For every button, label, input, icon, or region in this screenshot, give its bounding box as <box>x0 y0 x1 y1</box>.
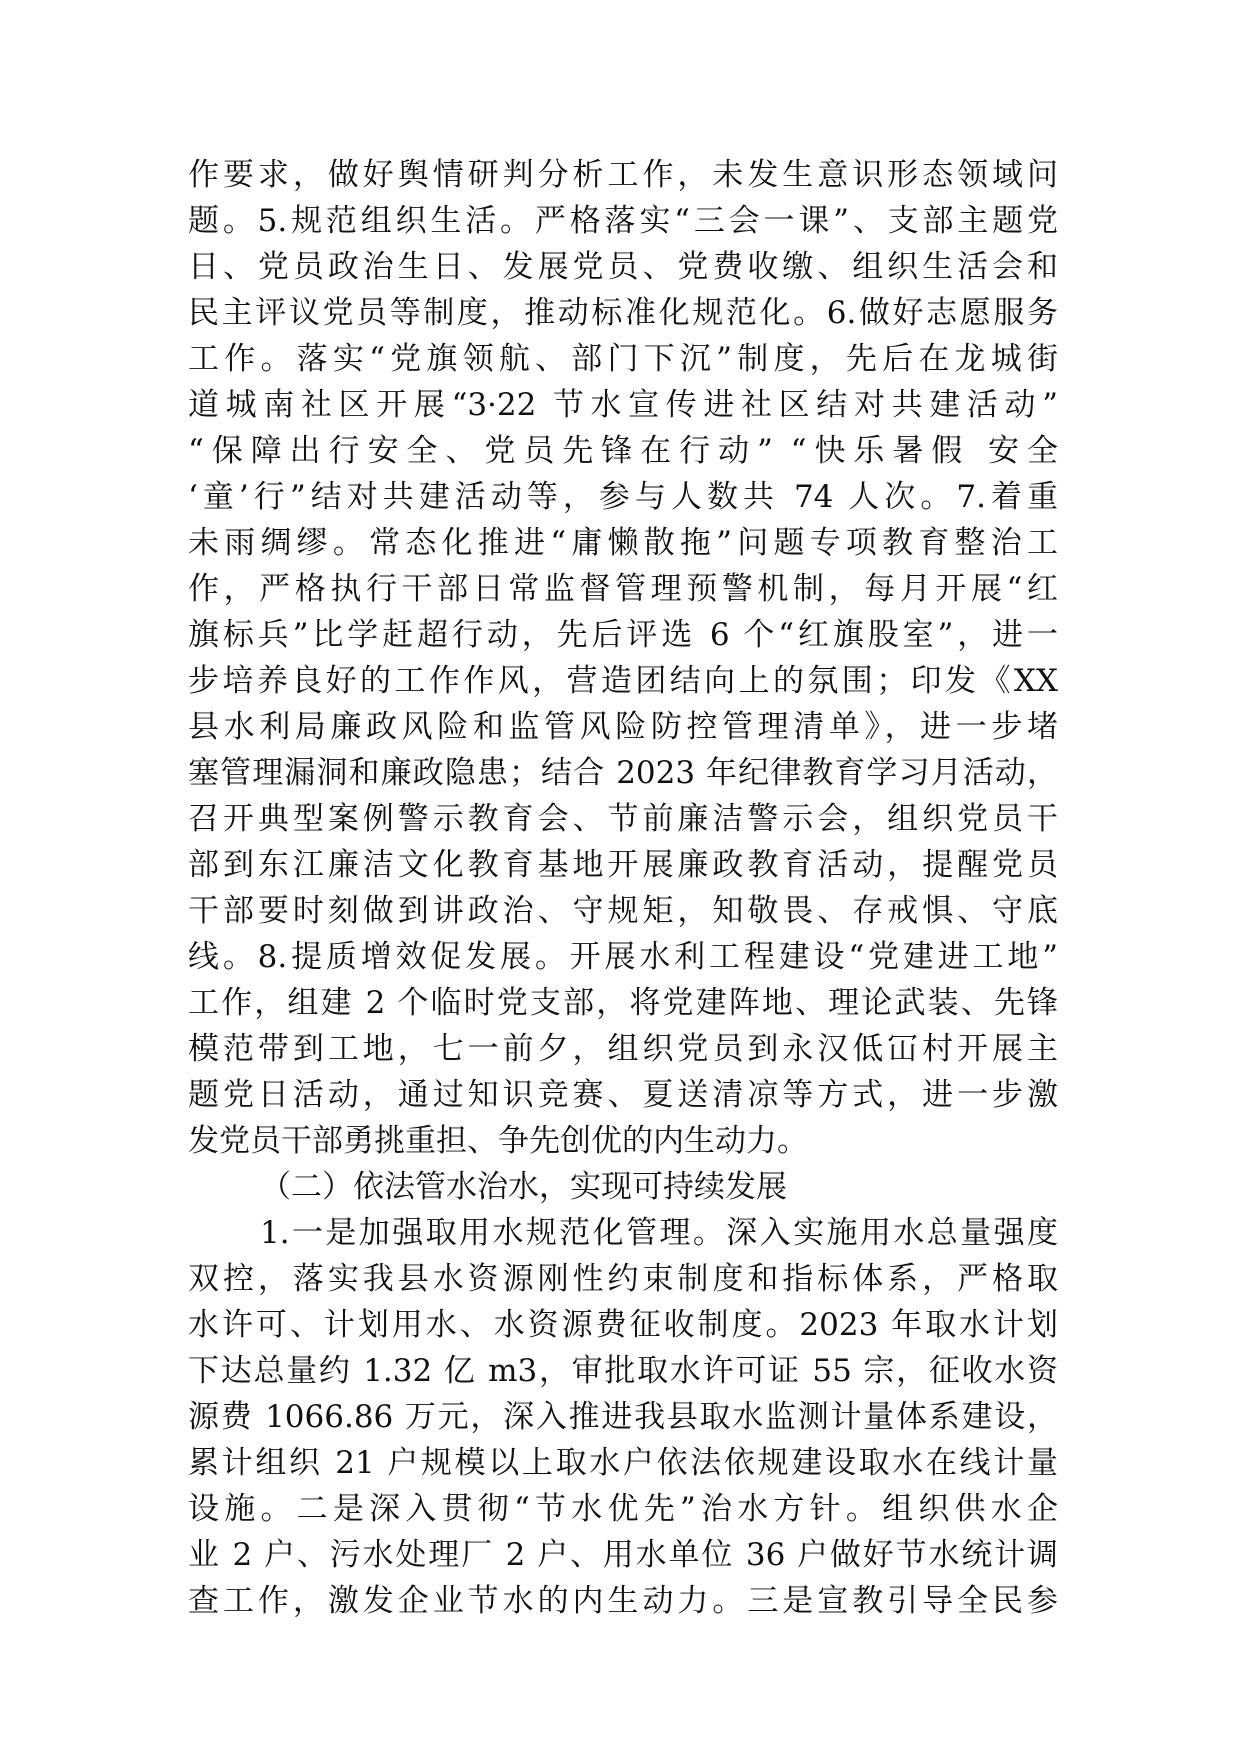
paragraph-line: 县水利局廉政风险和监管风险防控管理清单》，进一步堵 <box>188 709 1058 745</box>
paragraph-line: 作要求，做好舆情研判分析工作，未发生意识形态领域问 <box>188 157 1058 193</box>
paragraph-line: 未雨绸缪。常态化推进“庸懒散拖”问题专项教育整治工 <box>188 525 1058 561</box>
paragraph-line: 累计组织 21 户规模以上取水户依法依规建设取水在线计量 <box>188 1445 1058 1481</box>
paragraph-line: 双控，落实我县水资源刚性约束制度和指标体系，严格取 <box>188 1261 1058 1297</box>
paragraph-line: 线。8.提质增效促发展。开展水利工程建设“党建进工地” <box>188 939 1058 975</box>
document-body <box>188 152 1058 1624</box>
paragraph-line: 道城南社区开展“3·22 节水宣传进社区结对共建活动” <box>188 387 1058 423</box>
paragraph-line: 部到东江廉洁文化教育基地开展廉政教育活动，提醒党员 <box>188 847 1058 883</box>
paragraph-line: 步培养良好的工作作风，营造团结向上的氛围；印发《XX <box>188 663 1058 699</box>
section-heading: （二）依法管水治水，实现可持续发展 <box>260 1169 787 1205</box>
paragraph-line: 旗标兵”比学赶超行动，先后评选 6 个“红旗股室”，进一 <box>188 617 1058 653</box>
paragraph-line: 塞管理漏洞和廉政隐患；结合 2023 年纪律教育学习月活动， <box>188 755 1058 791</box>
paragraph-line: “保障出行安全、党员先锋在行动” “快乐暑假 安全 <box>188 433 1058 469</box>
paragraph-line: 模范带到工地，七一前夕，组织党员到永汉低冚村开展主 <box>188 1031 1058 1067</box>
paragraph-line: 题党日活动，通过知识竞赛、夏送清凉等方式，进一步激 <box>188 1077 1058 1113</box>
paragraph-line: 工作。落实“党旗领航、部门下沉”制度，先后在龙城街 <box>188 341 1058 377</box>
paragraph-line: 查工作，激发企业节水的内生动力。三是宣教引导全民参 <box>188 1583 1058 1619</box>
paragraph-line: 源费 1066.86 万元，深入推进我县取水监测计量体系建设， <box>188 1399 1058 1435</box>
paragraph-line: 1.一是加强取用水规范化管理。深入实施用水总量强度 <box>260 1215 1058 1251</box>
paragraph-line: 下达总量约 1.32 亿 m3，审批取水许可证 55 宗，征收水资 <box>188 1353 1058 1389</box>
paragraph-line: 设施。二是深入贯彻“节水优先”治水方针。组织供水企 <box>188 1491 1058 1527</box>
paragraph-line: 干部要时刻做到讲政治、守规矩，知敬畏、存戒惧、守底 <box>188 893 1058 929</box>
paragraph-line: ‘童’行”结对共建活动等，参与人数共 74 人次。7.着重 <box>188 479 1058 515</box>
paragraph-line: 业 2 户、污水处理厂 2 户、用水单位 36 户做好节水统计调 <box>188 1537 1058 1573</box>
paragraph-line: 工作，组建 2 个临时党支部，将党建阵地、理论武装、先锋 <box>188 985 1058 1021</box>
paragraph-line: 发党员干部勇挑重担、争先创优的内生动力。 <box>188 1123 808 1159</box>
paragraph-line: 民主评议党员等制度，推动标准化规范化。6.做好志愿服务 <box>188 295 1058 331</box>
paragraph-line: 日、党员政治生日、发展党员、党费收缴、组织生活会和 <box>188 249 1058 285</box>
paragraph-line: 水许可、计划用水、水资源费征收制度。2023 年取水计划 <box>188 1307 1058 1343</box>
paragraph-line: 题。5.规范组织生活。严格落实“三会一课”、支部主题党 <box>188 203 1058 239</box>
paragraph-line: 召开典型案例警示教育会、节前廉洁警示会，组织党员干 <box>188 801 1058 837</box>
paragraph-line: 作，严格执行干部日常监督管理预警机制，每月开展“红 <box>188 571 1058 607</box>
